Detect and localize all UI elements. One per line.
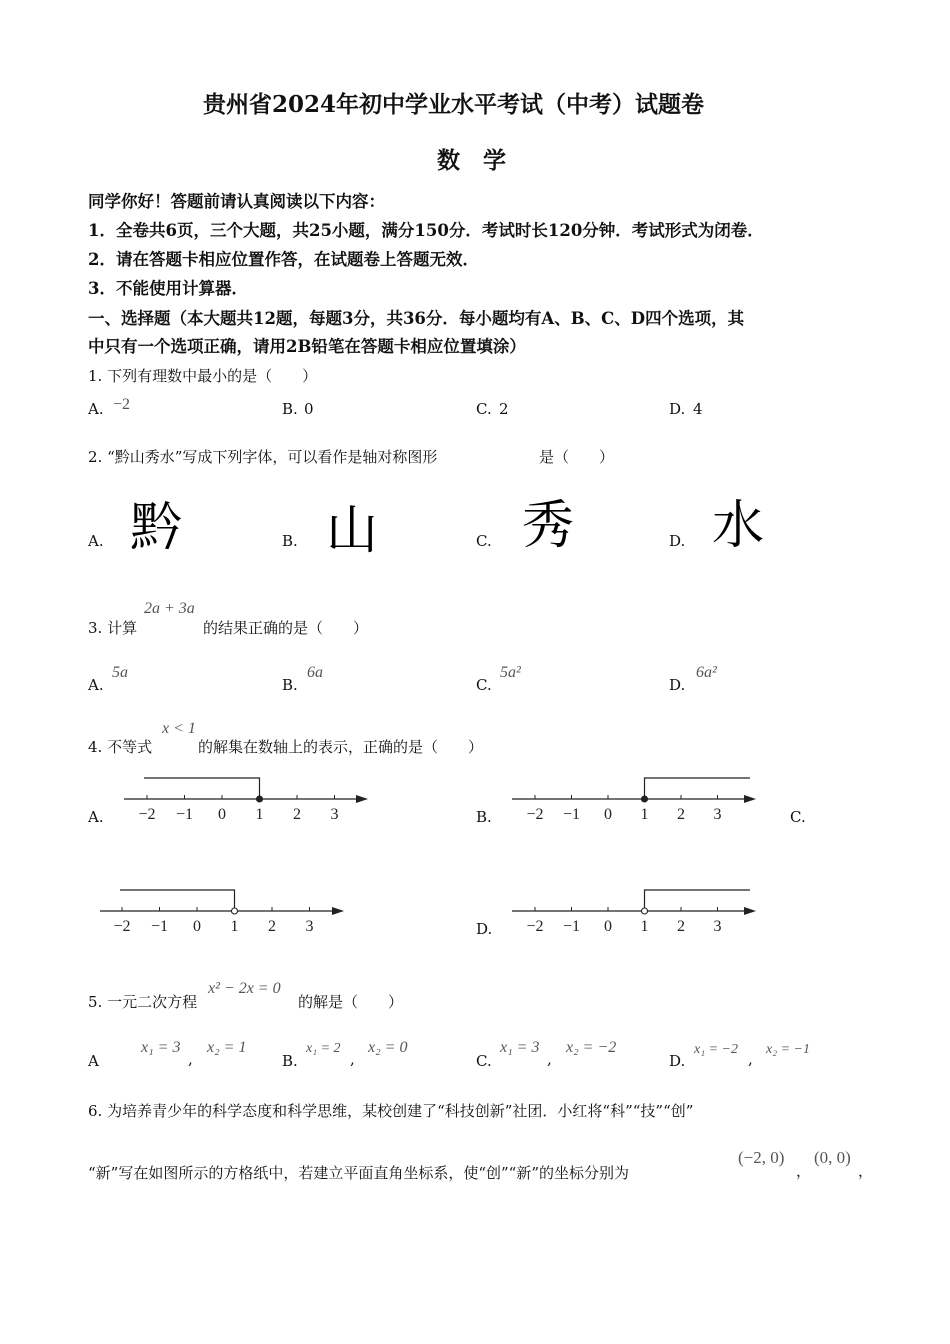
question-2-text: 2. “黔山秀水”写成下列字体，可以看作是轴对称图形 [88, 448, 438, 466]
q2-option-b-glyph: 山 [326, 501, 379, 561]
question-3-expression: 2a + 3a [144, 600, 195, 617]
q5-option-d-label: D. [669, 1052, 686, 1070]
closed-endpoint [257, 796, 263, 802]
solution-ray [144, 778, 260, 799]
solution-ray [645, 778, 751, 799]
question-4-expression: x < 1 [162, 720, 196, 737]
q4-option-b-number-line [508, 770, 768, 830]
question-4-suffix: 的解集在数轴上的表示，正确的是（ ） [198, 738, 484, 756]
q3-option-c-value: 5a² [500, 664, 521, 681]
tick-label: 0 [218, 806, 226, 823]
instructions-greeting: 同学你好！答题前请认真阅读以下内容： [88, 192, 385, 211]
open-endpoint [642, 908, 648, 914]
q1-option-d-value: 4 [693, 400, 703, 418]
tick-label: −2 [526, 918, 544, 935]
q2-option-a-label: A. [88, 532, 104, 550]
instruction-item-3: 3．不能使用计算器． [88, 279, 248, 298]
tick-label: 2 [293, 806, 301, 823]
q5-option-b-x1: x₁ = 2 [306, 1041, 341, 1056]
q5-option-c-comma: , [547, 1050, 552, 1068]
q1-option-c-value: 2 [499, 400, 509, 418]
question-6-line-1: 6. 为培养青少年的科学态度和科学思维，某校创建了“科技创新”社团．小红将“科”“技”“创” [88, 1102, 694, 1120]
q2-option-d-label: D. [669, 532, 686, 550]
q2-option-b-label: B. [282, 532, 298, 550]
question-5-expression: x² − 2x = 0 [208, 980, 281, 997]
axis-arrow [744, 907, 756, 915]
question-6-coord-1: (−2, 0) [738, 1148, 785, 1167]
q2-option-c-glyph: 秀 [522, 496, 575, 556]
section-heading-line-2: 中只有一个选项正确，请用2B铅笔在答题卡相应位置填涂） [88, 337, 526, 356]
tick-label: 0 [193, 918, 201, 935]
q1-option-a-label: A. [88, 400, 104, 418]
question-2-text-end: 是（ ） [539, 448, 615, 466]
tick-label: −1 [150, 918, 169, 935]
question-1-text: 1. 下列有理数中最小的是（ ） [88, 367, 318, 385]
tick-label: 0 [604, 806, 612, 823]
tick-label: 2 [268, 918, 276, 935]
question-6-coord-2: (0, 0) [814, 1148, 851, 1167]
section-heading-line-1: 一、选择题（本大题共12题，每题3分，共36分．每小题均有A、B、C、D四个选项，其 [88, 309, 745, 328]
instruction-item-2: 2．请在答题卡相应位置作答，在试题卷上答题无效． [88, 250, 479, 269]
solution-ray [645, 890, 751, 911]
q2-option-a-glyph: 黔 [130, 498, 183, 558]
tick-label: 3 [713, 918, 722, 935]
instruction-item-1: 1．全卷共6页，三个大题，共25小题，满分150分．考试时长120分钟．考试形式为闭卷． [88, 221, 764, 240]
question-5-suffix: 的解是（ ） [298, 993, 404, 1011]
q5-option-d-x1: x₁ = −2 [694, 1042, 738, 1057]
closed-endpoint [642, 796, 648, 802]
q2-option-d-glyph: 水 [712, 496, 765, 556]
open-endpoint [232, 908, 238, 914]
q5-option-c-label: C. [476, 1052, 492, 1070]
q4-option-a-number-line [120, 770, 380, 830]
question-4-prefix: 4. 不等式 [88, 738, 153, 756]
q5-option-a-label: A [88, 1052, 99, 1070]
q5-option-b-comma: , [350, 1050, 355, 1068]
tick-label: 2 [677, 806, 685, 823]
q1-option-b-label: B. [282, 400, 298, 418]
q4-option-b-label: B. [476, 808, 492, 826]
axis-arrow [744, 795, 756, 803]
q3-option-a-label: A. [88, 676, 104, 694]
tick-label: 3 [305, 918, 314, 935]
question-6-comma-1: ， [796, 1162, 812, 1180]
q3-option-d-label: D. [669, 676, 686, 694]
q1-option-b-value: 0 [304, 400, 314, 418]
tick-label: −1 [562, 918, 581, 935]
q1-option-d-label: D. [669, 400, 686, 418]
q5-option-b-x2: x₂ = 0 [368, 1039, 408, 1056]
q5-option-b-label: B. [282, 1052, 298, 1070]
q5-option-a-comma: , [188, 1050, 193, 1068]
q1-option-a-value: −2 [113, 396, 131, 413]
q3-option-c-label: C. [476, 676, 492, 694]
tick-label: 1 [230, 918, 239, 935]
q5-option-d-comma: , [748, 1050, 753, 1068]
q5-option-a-x1: x₁ = 3 [141, 1039, 181, 1056]
question-3-suffix: 的结果正确的是（ ） [203, 619, 369, 637]
q5-option-d-x2: x₂ = −1 [766, 1042, 810, 1057]
tick-label: 1 [255, 806, 264, 823]
tick-label: 2 [677, 918, 685, 935]
tick-label: −2 [138, 806, 156, 823]
question-5-prefix: 5. 一元二次方程 [88, 993, 198, 1011]
q4-option-a-label: A. [88, 808, 104, 826]
exam-title: 贵州省2024年初中学业水平考试（中考）试题卷 [203, 91, 705, 118]
solution-ray [120, 890, 235, 911]
tick-label: 3 [330, 806, 339, 823]
tick-label: 1 [640, 806, 649, 823]
tick-label: 1 [640, 918, 649, 935]
q4-option-d-label: D. [476, 920, 493, 938]
q3-option-d-value: 6a² [696, 664, 717, 681]
axis-arrow [356, 795, 368, 803]
q4-option-c-number-line [96, 882, 356, 942]
q2-option-c-label: C. [476, 532, 492, 550]
tick-label: −2 [113, 918, 131, 935]
q5-option-c-x1: x₁ = 3 [500, 1039, 540, 1056]
tick-label: −1 [175, 806, 194, 823]
q5-option-a-x2: x₂ = 1 [207, 1039, 247, 1056]
tick-label: −2 [526, 806, 544, 823]
q3-option-b-value: 6a [307, 664, 323, 681]
q3-option-a-value: 5a [112, 664, 128, 681]
axis-arrow [332, 907, 344, 915]
q3-option-b-label: B. [282, 676, 298, 694]
q5-option-c-x2: x₂ = −2 [566, 1039, 617, 1056]
question-3-prefix: 3. 计算 [88, 619, 138, 637]
q4-option-d-number-line [508, 882, 768, 942]
question-6-line-2: “新”写在如图所示的方格纸中，若建立平面直角坐标系，使“创”“新”的坐标分别为 [88, 1164, 630, 1182]
q1-option-c-label: C. [476, 400, 492, 418]
tick-label: 3 [713, 806, 722, 823]
subject-title: 数 学 [437, 147, 506, 174]
q4-option-c-label: C. [790, 808, 806, 826]
tick-label: 0 [604, 918, 612, 935]
question-6-comma-2: ， [858, 1162, 874, 1180]
tick-label: −1 [562, 806, 581, 823]
